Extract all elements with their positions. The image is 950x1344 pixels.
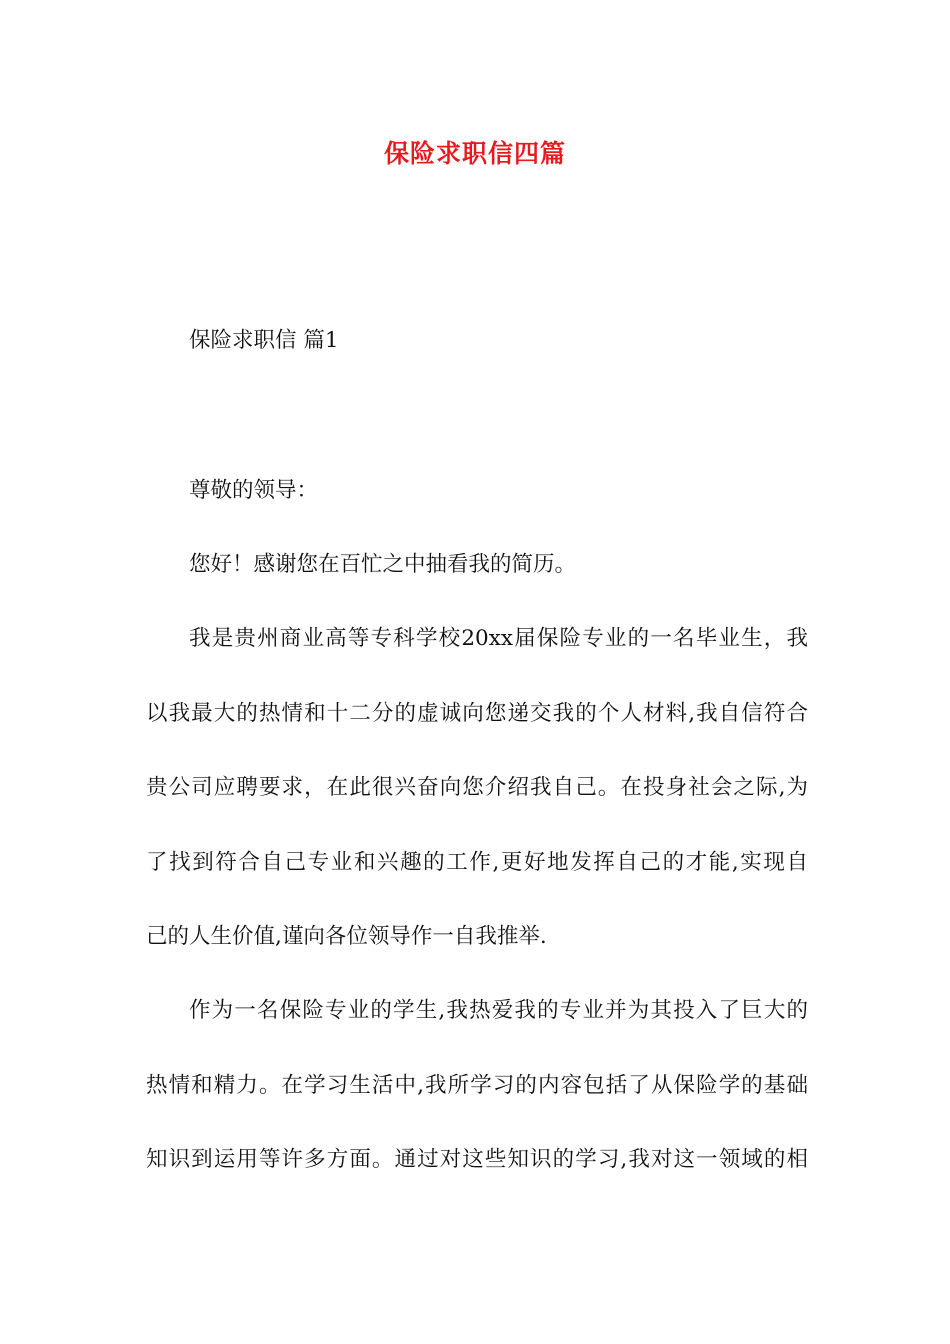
body-line: 我是贵州商业高等专科学校20xx届保险专业的一名毕业生，我: [189, 626, 808, 651]
body-line: 热情和精力。在学习生活中,我所学习的内容包括了从保险学的基础: [146, 1073, 808, 1098]
greeting-line: 您好！感谢您在百忙之中抽看我的简历。: [189, 552, 577, 577]
document-title: 保险求职信四篇: [383, 139, 566, 168]
body-line: 知识到运用等许多方面。通过对这些知识的学习,我对这一领域的相: [146, 1147, 808, 1172]
body-line: 己的人生价值,谨向各位领导作一自我推举.: [146, 924, 547, 949]
body-line: 贵公司应聘要求，在此很兴奋向您介绍我自己。在投身社会之际,为: [146, 775, 808, 800]
section-heading: 保险求职信 篇1: [189, 328, 339, 353]
body-line: 了找到符合自己专业和兴趣的工作,更好地发挥自己的才能,实现自: [146, 850, 808, 875]
body-line: 作为一名保险专业的学生,我热爱我的专业并为其投入了巨大的: [189, 998, 808, 1023]
body-line: 以我最大的热情和十二分的虚诚向您递交我的个人材料,我自信符合: [146, 701, 808, 726]
salutation: 尊敬的领导：: [189, 478, 319, 503]
